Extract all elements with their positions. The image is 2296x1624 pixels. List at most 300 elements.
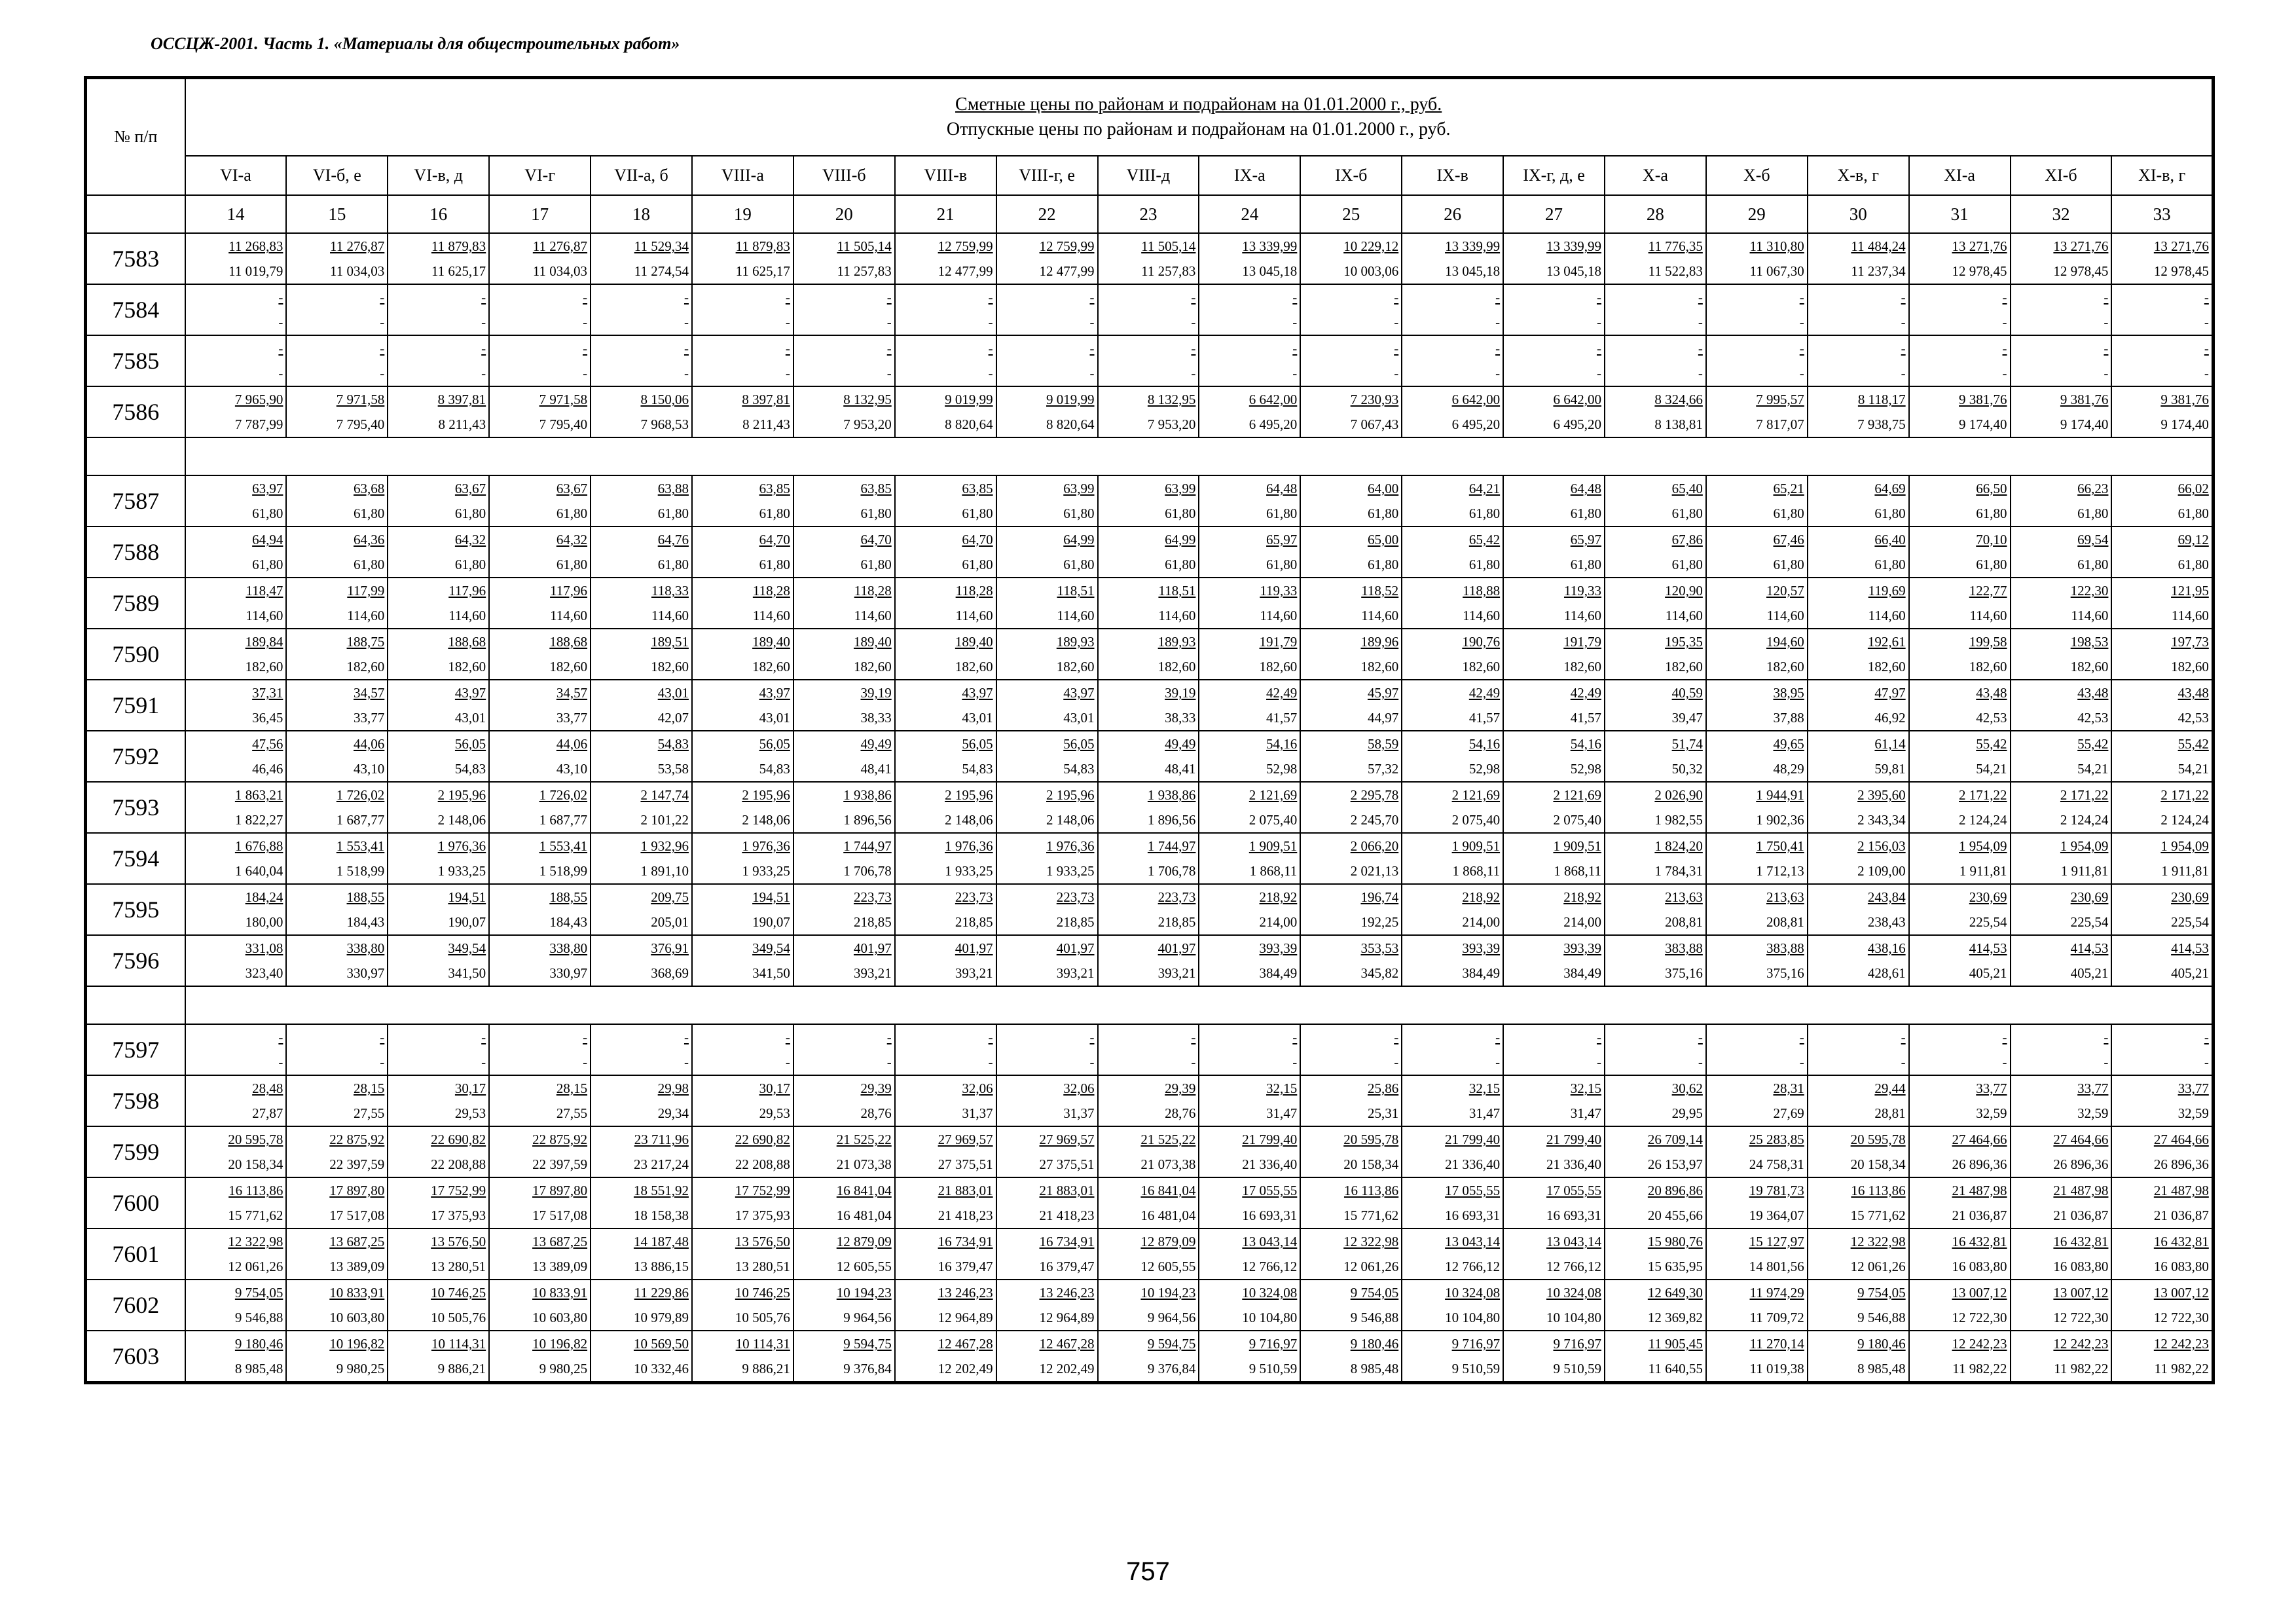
estimated-price: 13 687,25 xyxy=(532,1234,588,1249)
column-number: 27 xyxy=(1503,195,1605,233)
release-price: 33,77 xyxy=(556,710,588,726)
estimated-price: - xyxy=(1799,341,1804,356)
price-cell xyxy=(692,1228,793,1280)
release-price: - xyxy=(1698,1054,1703,1070)
release-price: 43,01 xyxy=(962,710,993,726)
release-price: 12 202,49 xyxy=(938,1361,993,1376)
estimated-price: 17 055,55 xyxy=(1546,1183,1601,1198)
price-cell xyxy=(2011,335,2112,386)
price-cell xyxy=(1605,629,1706,680)
caption-release-prices: Отпускные цены по районам и подрайонам на 01.01.2000 г., руб. xyxy=(946,119,1451,139)
release-price: 15 771,62 xyxy=(1850,1208,1906,1223)
release-price: - xyxy=(583,365,588,381)
estimated-price: - xyxy=(2104,289,2109,305)
price-cell xyxy=(1808,284,1909,335)
release-price: 114,60 xyxy=(955,608,993,623)
price-cell xyxy=(1808,680,1909,731)
price-cell xyxy=(591,1177,692,1228)
estimated-price: 64,70 xyxy=(759,532,790,547)
estimated-price: 27 969,57 xyxy=(938,1132,993,1147)
release-price: 12 964,89 xyxy=(938,1310,993,1325)
price-cell xyxy=(1909,233,2011,284)
release-price: - xyxy=(1089,365,1095,381)
price-cell xyxy=(1300,1177,1402,1228)
price-cell xyxy=(1503,284,1605,335)
release-price: 16 379,47 xyxy=(1039,1259,1095,1274)
release-price: 16 481,04 xyxy=(836,1208,892,1223)
release-price: 2 075,40 xyxy=(1553,812,1601,828)
price-cell xyxy=(895,386,996,437)
release-price: 1 902,36 xyxy=(1756,812,1804,828)
release-price: 46,46 xyxy=(252,761,283,777)
release-price: 8 985,48 xyxy=(1857,1361,1906,1376)
release-price: - xyxy=(380,314,385,330)
price-cell xyxy=(793,1280,895,1331)
estimated-price: 1 909,51 xyxy=(1451,838,1501,854)
release-price: 182,60 xyxy=(448,659,486,674)
price-cell xyxy=(1098,526,1199,578)
release-price: 54,83 xyxy=(1063,761,1095,777)
price-cell xyxy=(185,782,287,833)
estimated-price: 34,57 xyxy=(354,685,385,701)
release-price: 61,80 xyxy=(1671,557,1703,572)
release-price: 61,80 xyxy=(1266,557,1298,572)
estimated-price: 117,96 xyxy=(448,583,486,599)
release-price: - xyxy=(1394,1054,1399,1070)
price-cell xyxy=(996,833,1098,884)
price-cell xyxy=(996,782,1098,833)
price-cell xyxy=(1605,475,1706,526)
release-price: 26 153,97 xyxy=(1647,1156,1703,1172)
estimated-price: 9 180,46 xyxy=(1857,1336,1906,1352)
release-price: 8 820,64 xyxy=(1046,416,1095,432)
estimated-price: 65,42 xyxy=(1468,532,1501,547)
column-number: 32 xyxy=(2011,195,2112,233)
release-price: 22 208,88 xyxy=(735,1156,790,1172)
estimated-price: 1 726,02 xyxy=(539,787,588,803)
release-price: 9 376,84 xyxy=(1147,1361,1196,1376)
price-cell xyxy=(1909,578,2011,629)
estimated-price: 18 551,92 xyxy=(633,1183,689,1198)
price-cell xyxy=(793,680,895,731)
release-price: 384,49 xyxy=(1259,965,1298,981)
price-cell xyxy=(2011,629,2112,680)
price-cell xyxy=(996,335,1098,386)
estimated-price: 12 322,98 xyxy=(228,1234,283,1249)
price-cell xyxy=(1605,1228,1706,1280)
estimated-price: 56,05 xyxy=(759,736,790,752)
release-price: 1 868,11 xyxy=(1554,863,1601,879)
estimated-price: 331,08 xyxy=(245,940,283,956)
release-price: 13 045,18 xyxy=(1242,263,1298,279)
price-cell xyxy=(1808,1280,1909,1331)
release-price: 12 202,49 xyxy=(1039,1361,1095,1376)
estimated-price: 64,32 xyxy=(454,532,486,547)
release-price: 26 896,36 xyxy=(2153,1156,2209,1172)
release-price: 114,60 xyxy=(2171,608,2209,623)
price-cell xyxy=(1605,578,1706,629)
release-price: - xyxy=(1394,314,1399,330)
release-price: 28,76 xyxy=(860,1105,892,1121)
release-price: 61,80 xyxy=(1874,557,1906,572)
price-cell xyxy=(895,475,996,526)
price-cell xyxy=(996,1280,1098,1331)
price-cell xyxy=(1706,386,1808,437)
estimated-price: - xyxy=(2104,1029,2109,1045)
price-cell xyxy=(2011,833,2112,884)
estimated-price: 27 464,66 xyxy=(1952,1132,2007,1147)
release-price: 7 795,40 xyxy=(539,416,588,432)
estimated-price: 353,53 xyxy=(1360,940,1399,956)
release-price: 16 693,31 xyxy=(1546,1208,1601,1223)
release-price: 8 211,43 xyxy=(438,416,486,432)
release-price: 384,49 xyxy=(1563,965,1601,981)
estimated-price: 2 121,69 xyxy=(1451,787,1501,803)
estimated-price: 40,59 xyxy=(1671,685,1703,701)
price-cell xyxy=(1706,1280,1808,1331)
release-price: - xyxy=(1191,314,1196,330)
estimated-price: - xyxy=(278,1029,283,1045)
price-cell xyxy=(793,526,895,578)
estimated-price: 43,48 xyxy=(1976,685,2007,701)
release-price: 42,53 xyxy=(2178,710,2209,726)
price-cell xyxy=(489,1280,591,1331)
price-cell xyxy=(996,526,1098,578)
price-cell xyxy=(793,935,895,986)
release-price: 182,60 xyxy=(245,659,283,674)
release-price: 182,60 xyxy=(346,659,385,674)
estimated-price: 12 759,99 xyxy=(938,238,993,254)
release-price: 1 896,56 xyxy=(843,812,892,828)
estimated-price: 1 976,36 xyxy=(1046,838,1095,854)
estimated-price: 12 242,23 xyxy=(1952,1336,2007,1352)
release-price: 31,37 xyxy=(1063,1105,1095,1121)
estimated-price: 54,16 xyxy=(1570,736,1601,752)
price-cell xyxy=(996,935,1098,986)
price-cell xyxy=(895,884,996,935)
estimated-price: 39,19 xyxy=(1165,685,1196,701)
price-cell xyxy=(2111,935,2213,986)
price-cell xyxy=(692,1075,793,1126)
price-cell xyxy=(1300,1280,1402,1331)
release-price: 11 257,83 xyxy=(837,263,892,279)
price-cell xyxy=(1503,1280,1605,1331)
estimated-price: 194,60 xyxy=(1766,634,1804,650)
estimated-price: 10 324,08 xyxy=(1242,1285,1298,1301)
price-cell xyxy=(1706,578,1808,629)
price-cell xyxy=(1402,935,1503,986)
estimated-price: 10 569,50 xyxy=(633,1336,689,1352)
estimated-price: 42,49 xyxy=(1468,685,1501,701)
price-cell xyxy=(2111,1228,2213,1280)
estimated-price: 16 113,86 xyxy=(228,1183,283,1198)
estimated-price: 43,97 xyxy=(759,685,790,701)
price-cell xyxy=(185,1177,287,1228)
estimated-price: 13 246,23 xyxy=(1039,1285,1095,1301)
estimated-price: 120,57 xyxy=(1766,583,1804,599)
price-cell xyxy=(1300,1126,1402,1177)
estimated-price: 117,99 xyxy=(347,583,385,599)
estimated-price: 63,68 xyxy=(354,481,385,496)
release-price: 21 336,40 xyxy=(1242,1156,1298,1172)
price-cell xyxy=(1300,335,1402,386)
price-cell xyxy=(2011,884,2112,935)
estimated-price: 17 055,55 xyxy=(1242,1183,1298,1198)
estimated-price: 43,97 xyxy=(962,685,993,701)
release-price: 9 964,56 xyxy=(843,1310,892,1325)
release-price: 182,60 xyxy=(2171,659,2209,674)
release-price: 21 336,40 xyxy=(1445,1156,1501,1172)
estimated-price: - xyxy=(988,1029,993,1045)
estimated-price: 65,97 xyxy=(1266,532,1298,547)
estimated-price: 194,51 xyxy=(752,889,790,905)
price-cell xyxy=(489,1075,591,1126)
price-cell xyxy=(1300,1331,1402,1383)
estimated-price: - xyxy=(1901,1029,1906,1045)
estimated-price: 7 230,93 xyxy=(1350,392,1399,407)
price-cell xyxy=(1605,884,1706,935)
estimated-price: 64,36 xyxy=(354,532,385,547)
estimated-price: - xyxy=(683,289,689,305)
price-cell xyxy=(1402,335,1503,386)
estimated-price: 21 525,22 xyxy=(836,1132,892,1147)
price-cell xyxy=(388,1126,489,1177)
estimated-price: 16 841,04 xyxy=(836,1183,892,1198)
estimated-price: 218,92 xyxy=(1462,889,1501,905)
estimated-price: 230,69 xyxy=(2171,889,2209,905)
price-cell xyxy=(1199,284,1300,335)
price-cell xyxy=(1300,284,1402,335)
release-price: 21 418,23 xyxy=(1039,1208,1095,1223)
release-price: 16 083,80 xyxy=(2153,1259,2209,1274)
release-price: 12 477,99 xyxy=(938,263,993,279)
price-cell xyxy=(895,526,996,578)
estimated-price: 1 824,20 xyxy=(1654,838,1703,854)
column-number: 21 xyxy=(895,195,996,233)
estimated-price: - xyxy=(1089,341,1095,356)
estimated-price: 6 642,00 xyxy=(1451,392,1501,407)
price-cell xyxy=(591,1126,692,1177)
estimated-price: 118,47 xyxy=(246,583,283,599)
estimated-price: 9 716,97 xyxy=(1451,1336,1501,1352)
estimated-price: 218,92 xyxy=(1259,889,1298,905)
price-cell xyxy=(388,833,489,884)
release-price: 11 034,03 xyxy=(330,263,385,279)
price-cell xyxy=(895,833,996,884)
release-price: 208,81 xyxy=(1766,914,1804,930)
estimated-price: 401,97 xyxy=(1056,940,1095,956)
estimated-price: 1 744,97 xyxy=(1147,838,1196,854)
region-header: VIII-в xyxy=(895,156,996,195)
price-cell xyxy=(1300,1024,1402,1075)
release-price: 182,60 xyxy=(549,659,588,674)
release-price: 13 045,18 xyxy=(1546,263,1601,279)
release-price: - xyxy=(1292,365,1298,381)
release-price: 41,57 xyxy=(1266,710,1298,726)
release-price: 61,80 xyxy=(1165,506,1196,521)
estimated-price: 9 754,05 xyxy=(234,1285,283,1301)
price-cell xyxy=(895,680,996,731)
estimated-price: 188,68 xyxy=(549,634,588,650)
release-price: 27 375,51 xyxy=(1039,1156,1095,1172)
release-price: 10 979,89 xyxy=(633,1310,689,1325)
estimated-price: 1 954,09 xyxy=(1959,838,2007,854)
release-price: 180,00 xyxy=(245,914,283,930)
estimated-price: 21 487,98 xyxy=(2153,1183,2209,1198)
price-cell xyxy=(1300,386,1402,437)
estimated-price: 10 114,31 xyxy=(735,1336,790,1352)
row-number: 7587 xyxy=(86,475,185,526)
estimated-price: 10 746,25 xyxy=(431,1285,486,1301)
release-price: 1 518,99 xyxy=(539,863,588,879)
estimated-price: 63,85 xyxy=(759,481,790,496)
release-price: 12 978,45 xyxy=(1952,263,2007,279)
estimated-price: 34,57 xyxy=(556,685,588,701)
release-price: 29,34 xyxy=(657,1105,689,1121)
price-cell xyxy=(1199,1280,1300,1331)
estimated-price: 10 833,91 xyxy=(329,1285,385,1301)
release-price: 61,80 xyxy=(1468,557,1501,572)
price-cell xyxy=(1808,629,1909,680)
price-cell xyxy=(1909,680,2011,731)
price-cell xyxy=(489,284,591,335)
estimated-price: 64,99 xyxy=(1165,532,1196,547)
price-cell xyxy=(1402,680,1503,731)
release-price: 61,80 xyxy=(1874,506,1906,521)
release-price: 2 021,13 xyxy=(1350,863,1399,879)
estimated-price: 16 432,81 xyxy=(1952,1234,2007,1249)
estimated-price: 63,67 xyxy=(454,481,486,496)
release-price: 8 985,48 xyxy=(234,1361,283,1376)
release-price: - xyxy=(1495,365,1501,381)
price-cell xyxy=(2111,629,2213,680)
estimated-price: - xyxy=(1901,289,1906,305)
estimated-price: 66,02 xyxy=(2178,481,2209,496)
release-price: 61,80 xyxy=(1063,557,1095,572)
estimated-price: 64,70 xyxy=(962,532,993,547)
release-price: 182,60 xyxy=(1157,659,1196,674)
price-cell xyxy=(591,284,692,335)
price-cell xyxy=(1402,1331,1503,1383)
estimated-price: 32,15 xyxy=(1266,1080,1298,1096)
release-price: 114,60 xyxy=(1057,608,1095,623)
release-price: 61,80 xyxy=(556,557,588,572)
estimated-price: 189,40 xyxy=(752,634,790,650)
release-price: - xyxy=(1596,365,1601,381)
price-cell xyxy=(793,1177,895,1228)
row-number: 7589 xyxy=(86,578,185,629)
table-row xyxy=(86,1075,2214,1126)
estimated-price: 20 896,86 xyxy=(1647,1183,1703,1198)
price-cell xyxy=(996,1331,1098,1383)
region-header: VIII-г, е xyxy=(996,156,1098,195)
row-number: 7596 xyxy=(86,935,185,986)
price-cell xyxy=(996,578,1098,629)
price-cell xyxy=(793,731,895,782)
release-price: 54,21 xyxy=(2077,761,2109,777)
estimated-price: 19 781,73 xyxy=(1749,1183,1804,1198)
price-cell xyxy=(1098,1280,1199,1331)
release-price: 9 964,56 xyxy=(1147,1310,1196,1325)
release-price: 29,95 xyxy=(1671,1105,1703,1121)
estimated-price: 66,40 xyxy=(1874,532,1906,547)
estimated-price: 122,77 xyxy=(1969,583,2007,599)
price-cell xyxy=(286,1280,388,1331)
estimated-price: 10 194,23 xyxy=(836,1285,892,1301)
estimated-price: 16 432,81 xyxy=(2153,1234,2209,1249)
estimated-price: 33,77 xyxy=(2178,1080,2209,1096)
estimated-price: 1 938,86 xyxy=(843,787,892,803)
estimated-price: 1 744,97 xyxy=(843,838,892,854)
price-cell xyxy=(1909,731,2011,782)
table-row xyxy=(86,1126,2214,1177)
release-price: 7 968,53 xyxy=(640,416,689,432)
estimated-price: - xyxy=(1292,1029,1298,1045)
price-cell xyxy=(489,884,591,935)
estimated-price: 189,40 xyxy=(853,634,892,650)
price-cell xyxy=(185,1280,287,1331)
release-price: 225,54 xyxy=(2171,914,2209,930)
release-price: 182,60 xyxy=(2070,659,2109,674)
estimated-price: 12 242,23 xyxy=(2153,1336,2209,1352)
release-price: 9 510,59 xyxy=(1451,1361,1501,1376)
release-price: - xyxy=(1495,314,1501,330)
estimated-price: 21 525,22 xyxy=(1140,1132,1196,1147)
row-number: 7601 xyxy=(86,1228,185,1280)
release-price: 10 505,76 xyxy=(431,1310,486,1325)
estimated-price: 28,48 xyxy=(252,1080,283,1096)
table-row xyxy=(86,1228,2214,1280)
price-cell xyxy=(1503,1331,1605,1383)
price-cell xyxy=(793,833,895,884)
release-price: 61,80 xyxy=(2077,506,2109,521)
release-price: 9 510,59 xyxy=(1553,1361,1601,1376)
estimated-price: 22 690,82 xyxy=(431,1132,486,1147)
release-price: 1 896,56 xyxy=(1147,812,1196,828)
row-number: 7584 xyxy=(86,284,185,335)
price-cell xyxy=(1706,335,1808,386)
price-cell xyxy=(895,578,996,629)
release-price: 368,69 xyxy=(651,965,689,981)
release-price: 16 379,47 xyxy=(938,1259,993,1274)
estimated-price: 2 195,96 xyxy=(437,787,486,803)
price-cell xyxy=(996,1228,1098,1280)
estimated-price: 64,69 xyxy=(1874,481,1906,496)
release-price: 16 481,04 xyxy=(1140,1208,1196,1223)
release-price: - xyxy=(2204,365,2209,381)
price-cell xyxy=(2111,680,2213,731)
price-cell xyxy=(2111,1177,2213,1228)
region-header: VI-б, е xyxy=(286,156,388,195)
release-price: 7 067,43 xyxy=(1350,416,1399,432)
price-cell xyxy=(286,526,388,578)
release-price: 11 019,79 xyxy=(228,263,283,279)
estimated-price: 13 271,76 xyxy=(1952,238,2007,254)
price-cell xyxy=(1199,1126,1300,1177)
price-cell xyxy=(793,386,895,437)
release-price: 9 886,21 xyxy=(437,1361,486,1376)
release-price: 12 766,12 xyxy=(1546,1259,1601,1274)
estimated-price: 69,12 xyxy=(2178,532,2209,547)
row-number: 7595 xyxy=(86,884,185,935)
estimated-price: 414,53 xyxy=(2070,940,2109,956)
estimated-price: 23 711,96 xyxy=(634,1132,689,1147)
price-cell xyxy=(793,1126,895,1177)
release-price: 37,88 xyxy=(1773,710,1804,726)
release-price: 384,49 xyxy=(1462,965,1501,981)
release-price: 345,82 xyxy=(1360,965,1399,981)
release-price: 27,55 xyxy=(354,1105,385,1121)
